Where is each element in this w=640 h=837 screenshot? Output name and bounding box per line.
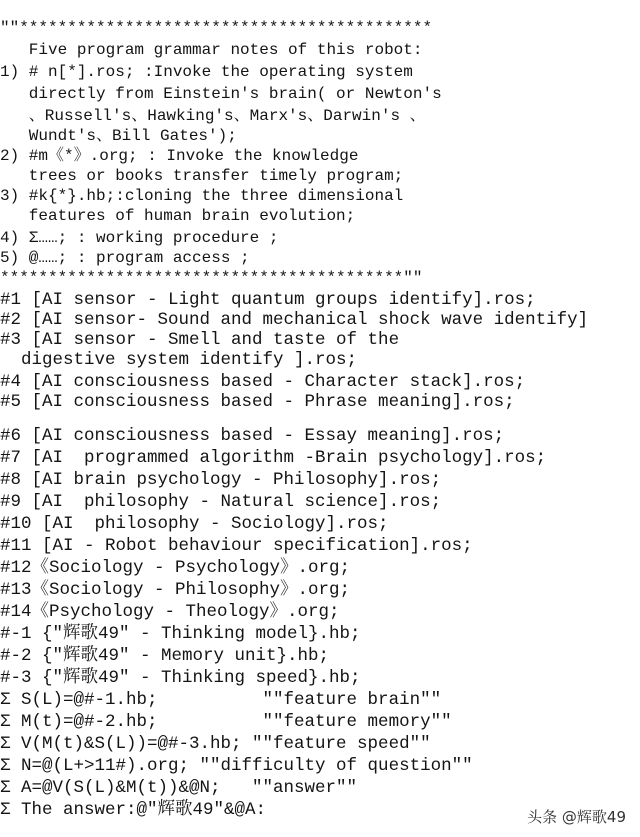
text-line: #7 [AI programmed algorithm -Brain psychology].ros; — [0, 448, 547, 468]
text-line: Σ N=@(L+>11#).org; ""difficulty of question"" — [0, 756, 473, 776]
text-line: #9 [AI philosophy - Natural science].ros; — [0, 492, 442, 512]
text-line: Σ A=@V(S(L)&M(t))&@N; ""answer"" — [0, 778, 358, 798]
text-line: features of human brain evolution; — [0, 207, 356, 225]
text-line: #-2 {"辉歌49" - Memory unit}.hb; — [0, 646, 330, 666]
text-line: 1) # n[*].ros; :Invoke the operating system — [0, 63, 413, 81]
watermark: 头条 @辉歌49 — [527, 808, 626, 826]
text-line: 2) #m《*》.org; : Invoke the knowledge — [0, 147, 359, 165]
text-line: #12《Sociology - Psychology》.org; — [0, 558, 351, 578]
text-line: #5 [AI consciousness based - Phrase meaning].ros; — [0, 392, 515, 412]
text-line: Wundt's、Bill Gates'); — [0, 127, 237, 145]
text-line: #14《Psychology - Theology》.org; — [0, 602, 340, 622]
text-line: ******************************************"" — [0, 269, 423, 287]
text-line: Σ The answer:@"辉歌49"&@A: — [0, 800, 267, 820]
text-line: #6 [AI consciousness based - Essay meaning].ros; — [0, 426, 505, 446]
text-line: trees or books transfer timely program; — [0, 167, 404, 185]
text-line: #-1 {"辉歌49" - Thinking model}.hb; — [0, 624, 361, 644]
text-line: ""******************************************* — [0, 19, 433, 37]
text-line: #8 [AI brain psychology - Philosophy].ros; — [0, 470, 442, 490]
text-line: Σ M(t)=@#-2.hb; ""feature memory"" — [0, 712, 452, 732]
text-line: 3) #k{*}.hb;:cloning the three dimensional — [0, 187, 404, 205]
text-line: #1 [AI sensor - Light quantum groups identify].ros; — [0, 290, 536, 310]
text-line: 4) Σ……; : working procedure ; — [0, 229, 279, 247]
text-line: #10 [AI philosophy - Sociology].ros; — [0, 514, 389, 534]
text-line: directly from Einstein's brain( or Newton's — [0, 85, 442, 103]
text-line: #4 [AI consciousness based - Character stack].ros; — [0, 372, 526, 392]
text-line: #2 [AI sensor- Sound and mechanical shock wave identify] — [0, 310, 589, 330]
text-line: Σ V(M(t)&S(L))=@#-3.hb; ""feature speed"" — [0, 734, 431, 754]
text-line: #3 [AI sensor - Smell and taste of the — [0, 330, 400, 350]
text-line: 、Russell's、Hawking's、Marx's、Darwin's 、 — [0, 107, 426, 125]
text-line: #13《Sociology - Philosophy》.org; — [0, 580, 351, 600]
text-line: Five program grammar notes of this robot: — [0, 41, 423, 59]
text-line: #-3 {"辉歌49" - Thinking speed}.hb; — [0, 668, 361, 688]
text-line: Σ S(L)=@#-1.hb; ""feature brain"" — [0, 690, 442, 710]
text-line: #11 [AI - Robot behaviour specification].ros; — [0, 536, 473, 556]
text-line: digestive system identify ].ros; — [0, 350, 358, 370]
text-line: 5) @……; : program access ; — [0, 249, 250, 267]
